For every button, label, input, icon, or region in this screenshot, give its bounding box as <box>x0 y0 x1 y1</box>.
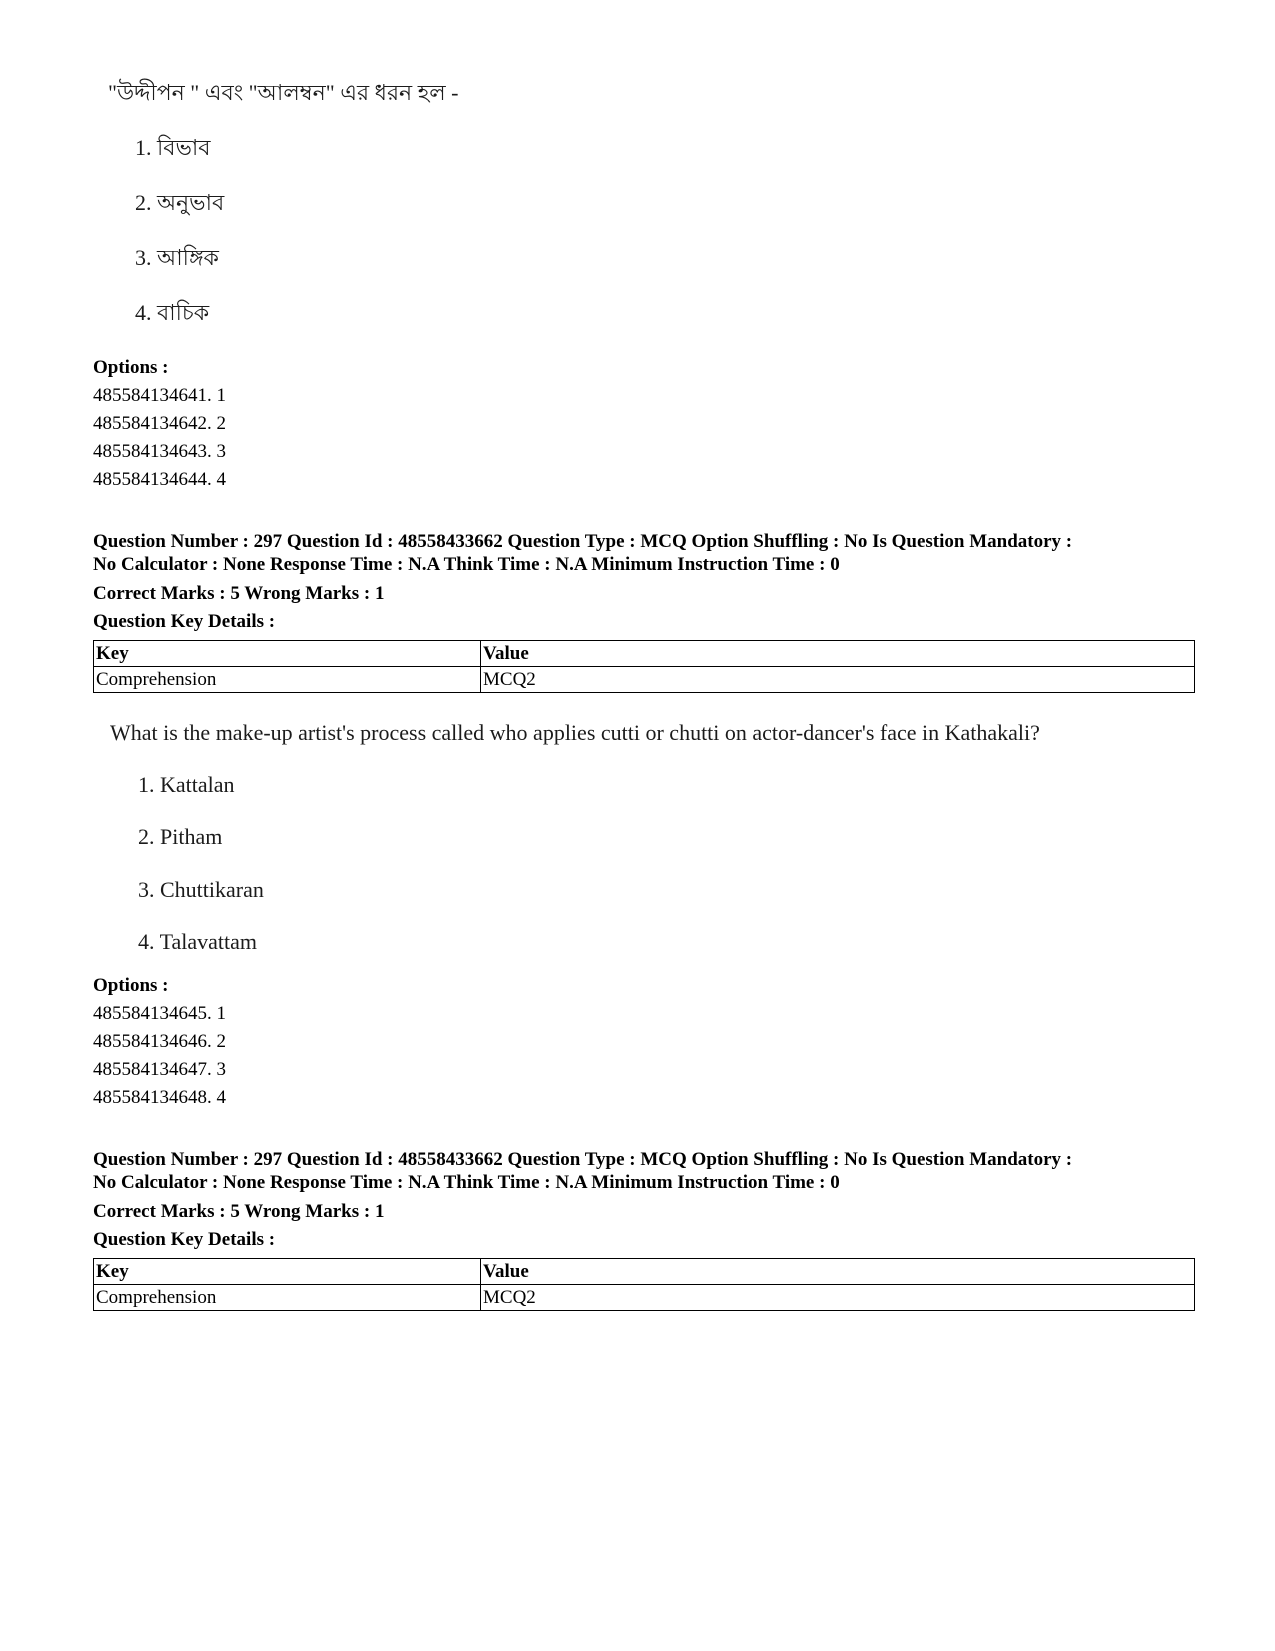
question-meta-line-2: No Calculator : None Response Time : N.A Think Time : N.A Minimum Instruction Time : 0 <box>93 1172 840 1193</box>
option-1: 485584134641. 1 <box>93 385 226 406</box>
key-details-table <box>93 640 1195 693</box>
choice-1: 1. Kattalan <box>138 772 235 797</box>
option-2: 485584134646. 2 <box>93 1031 226 1052</box>
table-row <box>94 1285 1195 1311</box>
option-2: 485584134642. 2 <box>93 413 226 434</box>
table-header-key: Key <box>94 641 481 667</box>
table-header-value: Value <box>481 641 1195 667</box>
table-cell-key: Comprehension <box>94 1285 481 1311</box>
table-cell-key: Comprehension <box>94 667 481 693</box>
key-details-table <box>93 1258 1195 1311</box>
choice-2: 2. Pitham <box>138 824 223 849</box>
key-details-label: Question Key Details : <box>93 1229 276 1250</box>
option-1: 485584134645. 1 <box>93 1003 226 1024</box>
marks-line: Correct Marks : 5 Wrong Marks : 1 <box>93 583 385 604</box>
question-text: "উদ্দীপন " এবং "আলম্বন" এর ধরন হল - <box>108 80 459 105</box>
table-header-row <box>94 1259 1195 1285</box>
marks-line: Correct Marks : 5 Wrong Marks : 1 <box>93 1201 385 1222</box>
question-meta-line-2: No Calculator : None Response Time : N.A Think Time : N.A Minimum Instruction Time : 0 <box>93 554 840 575</box>
choice-3: 3. Chuttikaran <box>138 877 264 902</box>
choice-2: 2. অনুভাব <box>135 190 225 215</box>
choice-3: 3. আঙ্গিক <box>135 245 219 270</box>
option-4: 485584134644. 4 <box>93 469 226 490</box>
table-header-row <box>94 641 1195 667</box>
key-details-label: Question Key Details : <box>93 611 276 632</box>
question-text: What is the make-up artist's process called who applies cutti or chutti on actor-dancer's face in Kathakali? <box>110 720 1040 745</box>
question-meta-line-1: Question Number : 297 Question Id : 48558433662 Question Type : MCQ Option Shuffling : No Is Question Mandatory : <box>93 1149 1073 1170</box>
options-label: Options : <box>93 975 169 996</box>
table-header-value: Value <box>481 1259 1195 1285</box>
table-row <box>94 667 1195 693</box>
question-meta-line-1: Question Number : 297 Question Id : 48558433662 Question Type : MCQ Option Shuffling : No Is Question Mandatory : <box>93 531 1073 552</box>
table-cell-value: MCQ2 <box>481 667 1195 693</box>
choice-4: 4. Talavattam <box>138 929 258 954</box>
options-label: Options : <box>93 357 169 378</box>
table-header-key: Key <box>94 1259 481 1285</box>
choice-4: 4. বাচিক <box>135 300 210 325</box>
option-4: 485584134648. 4 <box>93 1087 226 1108</box>
option-3: 485584134647. 3 <box>93 1059 226 1080</box>
choice-1: 1. বিভাব <box>135 135 211 160</box>
table-cell-value: MCQ2 <box>481 1285 1195 1311</box>
option-3: 485584134643. 3 <box>93 441 226 462</box>
